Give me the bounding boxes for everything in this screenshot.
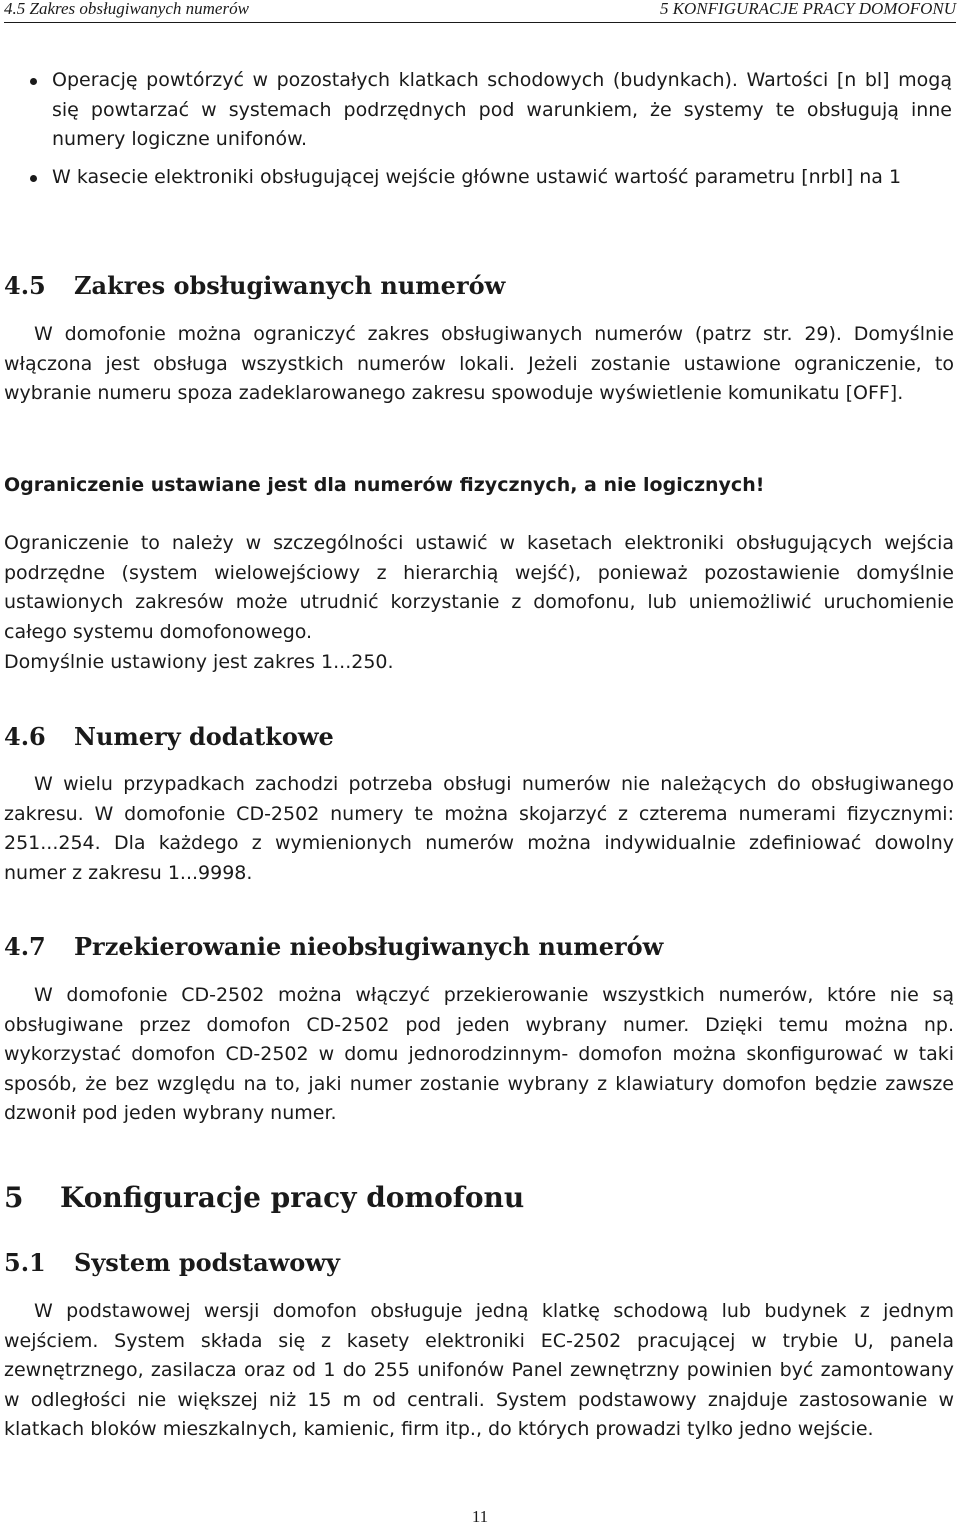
running-header-section: 4.5 Zakres obsługiwanych numerów (4, 0, 249, 18)
list-item-text: Operację powtórzyć w pozostałych klatkach schodowych (budynkach). Wartości [n bl] mogą się powtarzać w systemach podrzędnych pod warunkiem, że systemy te obsługują inne numery logiczne unifonów. (52, 69, 952, 150)
running-header-chapter: 5 KONFIGURACJE PRACY DOMOFONU (659, 0, 956, 18)
section-number: 4.5 (4, 271, 46, 300)
paragraph: W domofonie CD-2502 można włączyć przekierowanie wszystkich numerów, które nie są obsługiwane przez domofon CD-2502 pod jeden wybrany numer. Dzięki temu można np. wykorzystać domofon CD-2502 w domu jednorodzinnym- domofon można skonfigurować w taki sposób, że bez względu na to, jaki numer zostanie wybrany z klawiatury domofon będzie zawsze dzwonił pod jeden wybrany numer. (4, 984, 954, 1124)
section-title: Zakres obsługiwanych numerów (74, 271, 506, 300)
bullet-icon (30, 175, 37, 182)
section-number: 4.6 (4, 722, 46, 751)
section-heading-4-7 (4, 932, 663, 962)
paragraph: W podstawowej wersji domofon obsługuje jedną klatkę schodową lub budynek z jednym wejściem. System składa się z kasety elektroniki EC-2502 pracującej w trybie U, panela zewnętrznego, zasilacza oraz od 1 do 255 unifonów Panel zewnętrzny powinien być zamontowany w odległości nie większej niż 15 m od centrali. System podstawowy znajduje zastosowanie w klatkach bloków mieszkalnych, kamienic, firm itp., do których prowadzi tylko jedno wejście. (4, 1300, 954, 1440)
paragraph: W domofonie można ograniczyć zakres obsługiwanych numerów (patrz str. 29). Domyślnie włączona jest obsługa wszystkich numerów lokali. Jeżeli zostanie ustawione ograniczenie, to wybranie numeru spoza zadeklarowanego zakresu spowoduje wyświetlenie komunikatu [OFF]. (4, 323, 954, 404)
paragraph: Domyślnie ustawiony jest zakres 1...250. (4, 651, 394, 673)
section-number: 5.1 (4, 1248, 46, 1277)
section-title: Przekierowanie nieobsługiwanych numerów (74, 932, 664, 961)
section-heading-4-6 (4, 722, 334, 752)
section-title: Numery dodatkowe (74, 722, 334, 751)
chapter-number: 5 (4, 1181, 24, 1214)
section-number: 4.7 (4, 932, 46, 961)
paragraph: Ograniczenie to należy w szczególności ustawić w kasetach elektroniki obsługujących wejścia podrzędne (system wielowejściowy z hierarchią wejść), ponieważ pozostawienie domyślnie ustawionych zakresów może utrudnić korzystanie z domofonu, lub uniemożliwić uruchomienie całego systemu domofonowego. (4, 532, 954, 643)
list-item (4, 163, 952, 193)
list-item-text: W kasecie elektroniki obsługującej wejście główne ustawić wartość parametru [nrbl] na 1 (52, 165, 902, 188)
paragraph: W wielu przypadkach zachodzi potrzeba obsługi numerów nie należących do obsługiwanego zakresu. W domofonie CD-2502 numery te można skojarzyć z czterema numerami fizycznymi: 251...254. Dla każdego z wymienionych numerów można indywidualnie zdefiniować dowolny numer z zakresu 1...9998. (4, 773, 954, 884)
page-number: 11 (471, 1507, 489, 1526)
chapter-title: Konfiguracje pracy domofonu (60, 1181, 525, 1214)
section-title: System podstawowy (74, 1248, 340, 1277)
running-header (4, 0, 956, 23)
bold-note: Ograniczenie ustawiane jest dla numerów fizycznych, a nie logicznych! (4, 474, 765, 496)
section-heading-5-1 (4, 1248, 340, 1278)
bullet-list (4, 66, 952, 200)
chapter-heading-5 (4, 1181, 524, 1215)
section-heading-4-5 (4, 271, 505, 301)
list-item (4, 66, 952, 155)
bullet-icon (30, 78, 37, 85)
